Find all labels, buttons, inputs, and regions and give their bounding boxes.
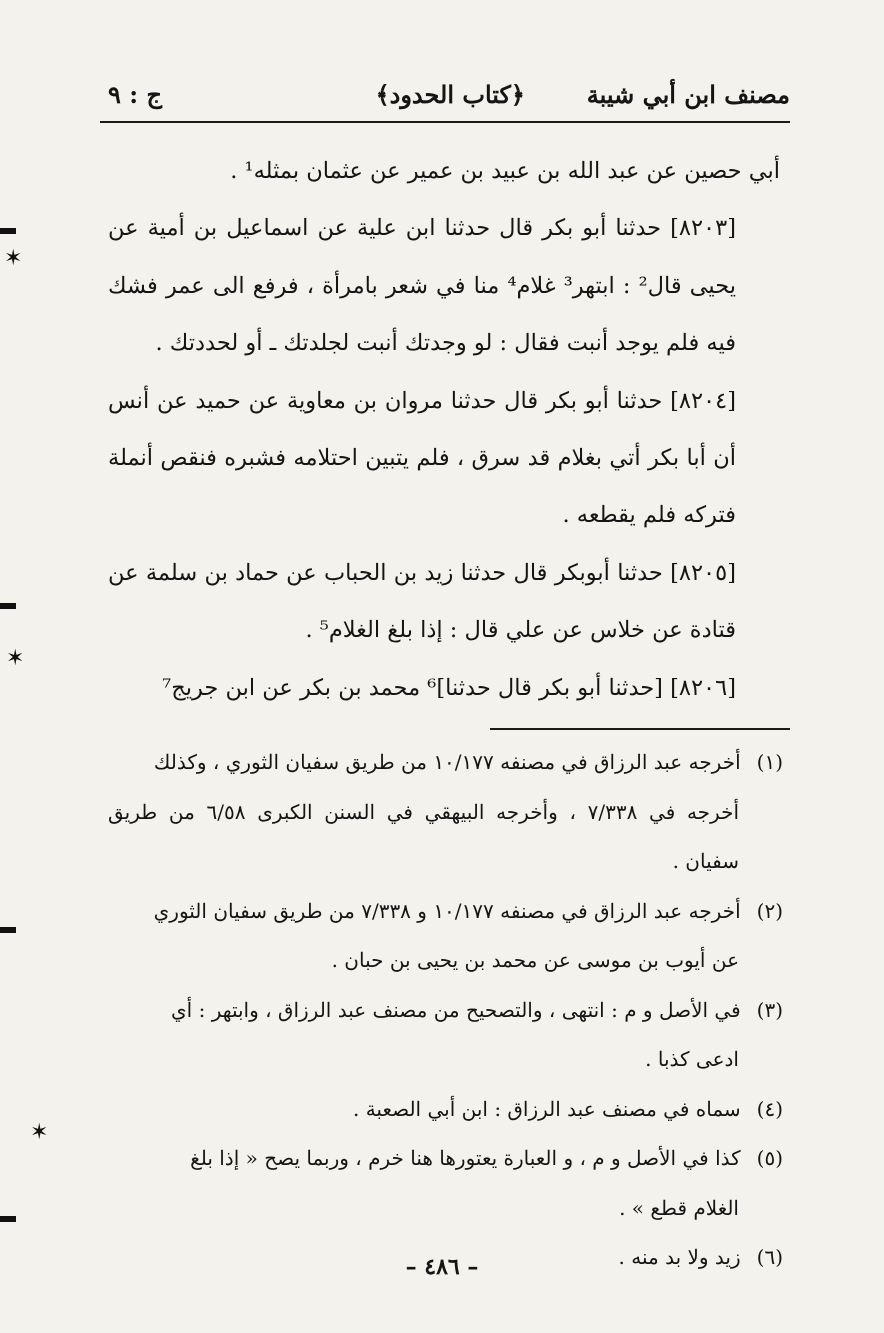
volume-number: ج : ٩ xyxy=(108,80,162,109)
footnote-rule xyxy=(490,728,790,730)
footnote-text: زيد ولا بد منه . xyxy=(618,1245,741,1269)
footnote-number: (١) xyxy=(756,750,783,774)
section-title: ﴿كتاب الحدود﴾ xyxy=(375,80,525,109)
footnote xyxy=(108,1085,783,1135)
footnote-number: (٤) xyxy=(756,1096,783,1121)
footnote-text: سماه في مصنف عبد الرزاق : ابن أبي الصعبة . xyxy=(352,1096,741,1121)
footnotes xyxy=(108,738,783,1283)
header-rule xyxy=(100,121,790,123)
footnote-text: أخرجه عبد الرزاق في مصنفه ١٠/١٧٧ و ٧/٣٣٨ من طريق سفيان الثوري xyxy=(153,898,741,923)
margin-mark xyxy=(0,927,16,933)
hadith-8205: [٨٢٠٥] حدثنا أبوبكر قال حدثنا زيد بن الحباب عن حماد بن سلمة عن قتادة عن خلاس عن علي قال : إذا بلغ الغلام⁵ . xyxy=(108,559,736,644)
margin-mark xyxy=(0,228,16,234)
hadith-8206: [٨٢٠٦] [حدثنا أبو بكر قال حدثنا]⁶ محمد بن بكر عن ابن جريج⁷ xyxy=(162,674,736,701)
footnote xyxy=(108,986,783,1085)
footnote-number: (٢) xyxy=(756,898,783,923)
footnote-number: (٥) xyxy=(756,1146,783,1170)
footnote-continuation: ادعى كذبا . xyxy=(645,1047,739,1071)
footnote xyxy=(108,1134,783,1233)
footnote-number: (٦) xyxy=(756,1245,783,1269)
footnote xyxy=(108,887,783,986)
star-icon: ✶ xyxy=(6,646,25,671)
book-title: مصنف ابن أبي شيبة xyxy=(586,80,790,109)
star-icon: ✶ xyxy=(30,1120,49,1145)
footnote-continuation: أخرجه في ٧/٣٣٨ ، وأخرجه البيهقي في السنن الكبرى ٦/٥٨ من طريق سفيان . xyxy=(108,799,739,873)
footnote-continuation: عن أيوب بن موسى عن محمد بن يحيى بن حبان . xyxy=(331,948,739,972)
margin-mark xyxy=(0,1216,16,1222)
paragraph: أبي حصين عن عبد الله بن عبيد بن عمير عن عثمان بمثله¹ . xyxy=(230,158,780,184)
margin-mark xyxy=(0,603,16,609)
footnote-text: كذا في الأصل و م ، و العبارة يعتورها هنا خرم ، وربما يصح « إذا بلغ xyxy=(190,1146,741,1170)
running-header xyxy=(100,76,790,116)
footnote-text: في الأصل و م : انتهى ، والتصحيح من مصنف عبد الرزاق ، وابتهر : أي xyxy=(171,997,741,1022)
main-text xyxy=(108,143,780,717)
hadith-8203: [٨٢٠٣] حدثنا أبو بكر قال حدثنا ابن علية عن اسماعيل بن أمية عن يحيى قال² : ابتهر³ غلام⁴ منا في شعر بامرأة ، فرفع الى عمر فشك فيه فلم يوجد أنبت فقال : لو وجدتك أنبت لجلدتك ـ أو لحددتك . xyxy=(108,215,736,357)
footnote-text: أخرجه عبد الرزاق في مصنفه ١٠/١٧٧ من طريق سفيان الثوري ، وكذلك xyxy=(153,750,741,774)
page-number: – ٤٨٦ – xyxy=(405,1254,479,1280)
footnote-continuation: الغلام قطع » . xyxy=(619,1195,739,1220)
footnote-number: (٣) xyxy=(756,997,783,1022)
hadith-8204: [٨٢٠٤] حدثنا أبو بكر قال حدثنا مروان بن معاوية عن حميد عن أنس أن أبا بكر أتي بغلام قد سرق ، فلم يتبين احتلامه فشبره فنقص أنملة فتركه فلم يقطعه . xyxy=(108,387,736,529)
footnote xyxy=(108,738,783,887)
star-icon: ✶ xyxy=(4,246,23,271)
